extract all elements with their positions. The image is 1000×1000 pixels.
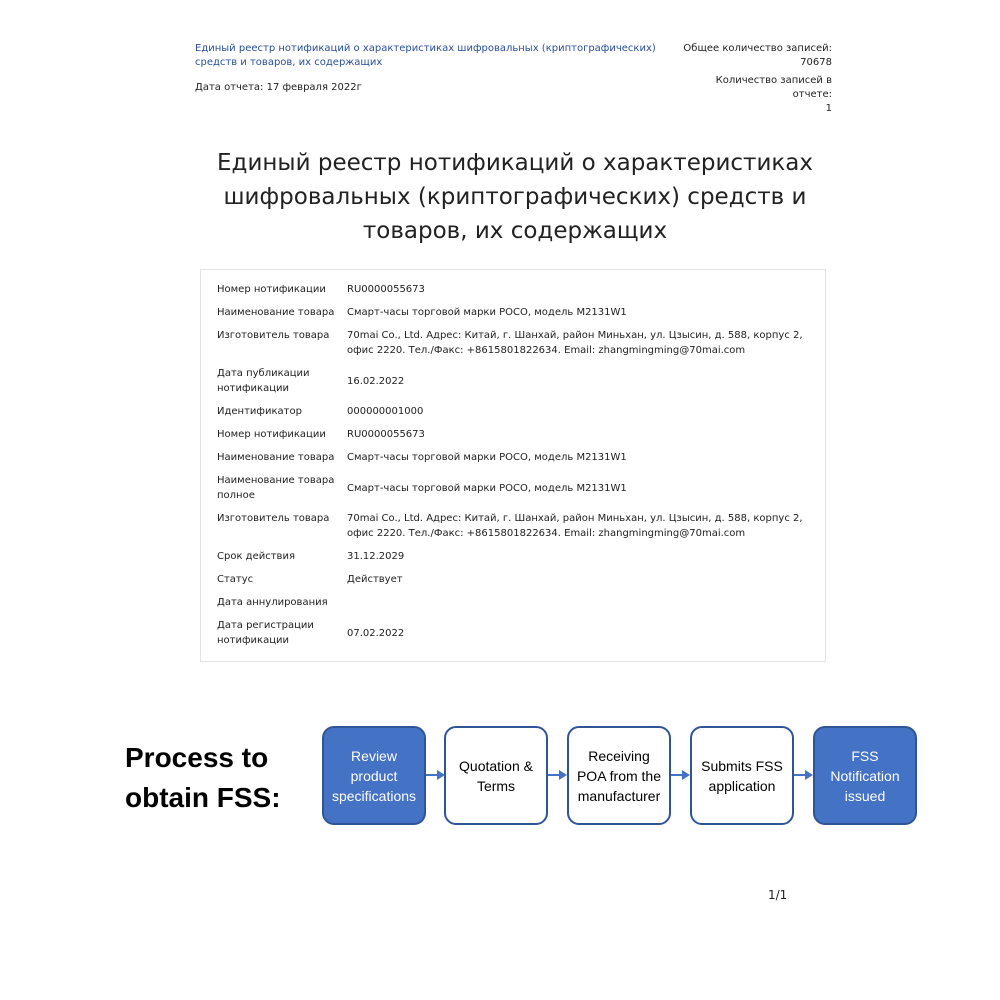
record-row xyxy=(217,549,811,564)
field-label: Статус xyxy=(217,574,254,585)
field-value: 70mai Co., Ltd. Адрес: Китай, г. Шанхай, район Миньхан, ул. Цзысин, д. 588, корпус 2, офис 2220. Тел./Факс: +8615801822634. Email: zhangmingming@70mai.com xyxy=(347,330,803,356)
field-label: Наименование товара xyxy=(217,452,335,463)
step-label: Submits FSS application xyxy=(701,757,783,794)
arrow-right-icon xyxy=(426,768,445,782)
total-records-label: Общее количество записей: xyxy=(683,43,832,54)
report-date: Дата отчета: 17 февраля 2022г xyxy=(195,82,362,93)
record-row xyxy=(217,305,811,320)
report-records-label: Количество записей в отчете: xyxy=(715,75,832,100)
arrow-right-icon xyxy=(548,768,567,782)
field-label: Наименование товара xyxy=(217,307,335,318)
field-label: Наименование товара полное xyxy=(217,475,335,501)
field-value: 000000001000 xyxy=(347,406,424,417)
field-label: Идентификатор xyxy=(217,406,302,417)
field-value: RU0000055673 xyxy=(347,429,425,440)
record-row xyxy=(217,595,811,610)
step-submit-application xyxy=(690,726,794,825)
step-label: FSS Notification issued xyxy=(830,747,900,804)
field-value: 31.12.2029 xyxy=(347,551,405,562)
field-label: Номер нотификации xyxy=(217,429,326,440)
total-records-value: 70678 xyxy=(800,57,832,68)
field-label: Дата публикации нотификации xyxy=(217,368,310,394)
field-value: Действует xyxy=(347,574,403,585)
page-number: 1/1 xyxy=(768,888,788,902)
record-row xyxy=(217,618,811,648)
arrow-right-icon xyxy=(671,768,690,782)
step-label: Review product specifications xyxy=(331,747,417,804)
page-title: Единый реестр нотификаций о характеристиках шифровальных (криптографических) средств и товаров, их содержащих xyxy=(217,150,813,244)
record-row xyxy=(217,427,811,442)
step-label: Quotation & Terms xyxy=(459,757,533,794)
step-receiving-poa xyxy=(567,726,671,825)
field-value: 07.02.2022 xyxy=(347,627,405,639)
record-row xyxy=(217,473,811,503)
record-row xyxy=(217,366,811,396)
process-title-line: Process to xyxy=(125,742,269,773)
arrow-right-icon xyxy=(794,768,813,782)
field-label: Дата регистрации нотификации xyxy=(217,620,314,646)
field-value: Смарт-часы торговой марки POCO, модель M2131W1 xyxy=(347,482,627,494)
record-row xyxy=(217,450,811,465)
record-row xyxy=(217,282,811,297)
record-card xyxy=(200,269,826,662)
field-label: Изготовитель товара xyxy=(217,330,330,341)
field-label: Изготовитель товара xyxy=(217,513,330,524)
registry-link[interactable]: Единый реестр нотификаций о характеристиках шифровальных (криптографических) средств и товаров, их содержащих xyxy=(195,43,656,68)
step-label: Receiving POA from the manufacturer xyxy=(576,747,662,804)
field-label: Срок действия xyxy=(217,551,295,562)
process-title-line: obtain FSS: xyxy=(125,782,281,813)
report-records-value: 1 xyxy=(825,103,832,114)
process-title xyxy=(125,738,281,818)
step-notification-issued xyxy=(813,726,917,825)
record-row xyxy=(217,404,811,419)
field-label: Номер нотификации xyxy=(217,284,326,295)
field-label: Дата аннулирования xyxy=(217,597,328,608)
field-value: Смарт-часы торговой марки POCO, модель M2131W1 xyxy=(347,452,627,463)
report-header-right xyxy=(680,42,832,116)
record-row xyxy=(217,572,811,587)
step-quotation-terms xyxy=(444,726,548,825)
record-row xyxy=(217,328,811,358)
step-review-specifications xyxy=(322,726,426,825)
field-value: RU0000055673 xyxy=(347,284,425,295)
field-value: 16.02.2022 xyxy=(347,375,405,387)
field-value: 70mai Co., Ltd. Адрес: Китай, г. Шанхай, район Миньхан, ул. Цзысин, д. 588, корпус 2, офис 2220. Тел./Факс: +8615801822634. Email: zhangmingming@70mai.com xyxy=(347,513,803,539)
field-value: Смарт-часы торговой марки POCO, модель M2131W1 xyxy=(347,307,627,318)
record-row xyxy=(217,511,811,541)
report-header-left xyxy=(195,42,685,93)
